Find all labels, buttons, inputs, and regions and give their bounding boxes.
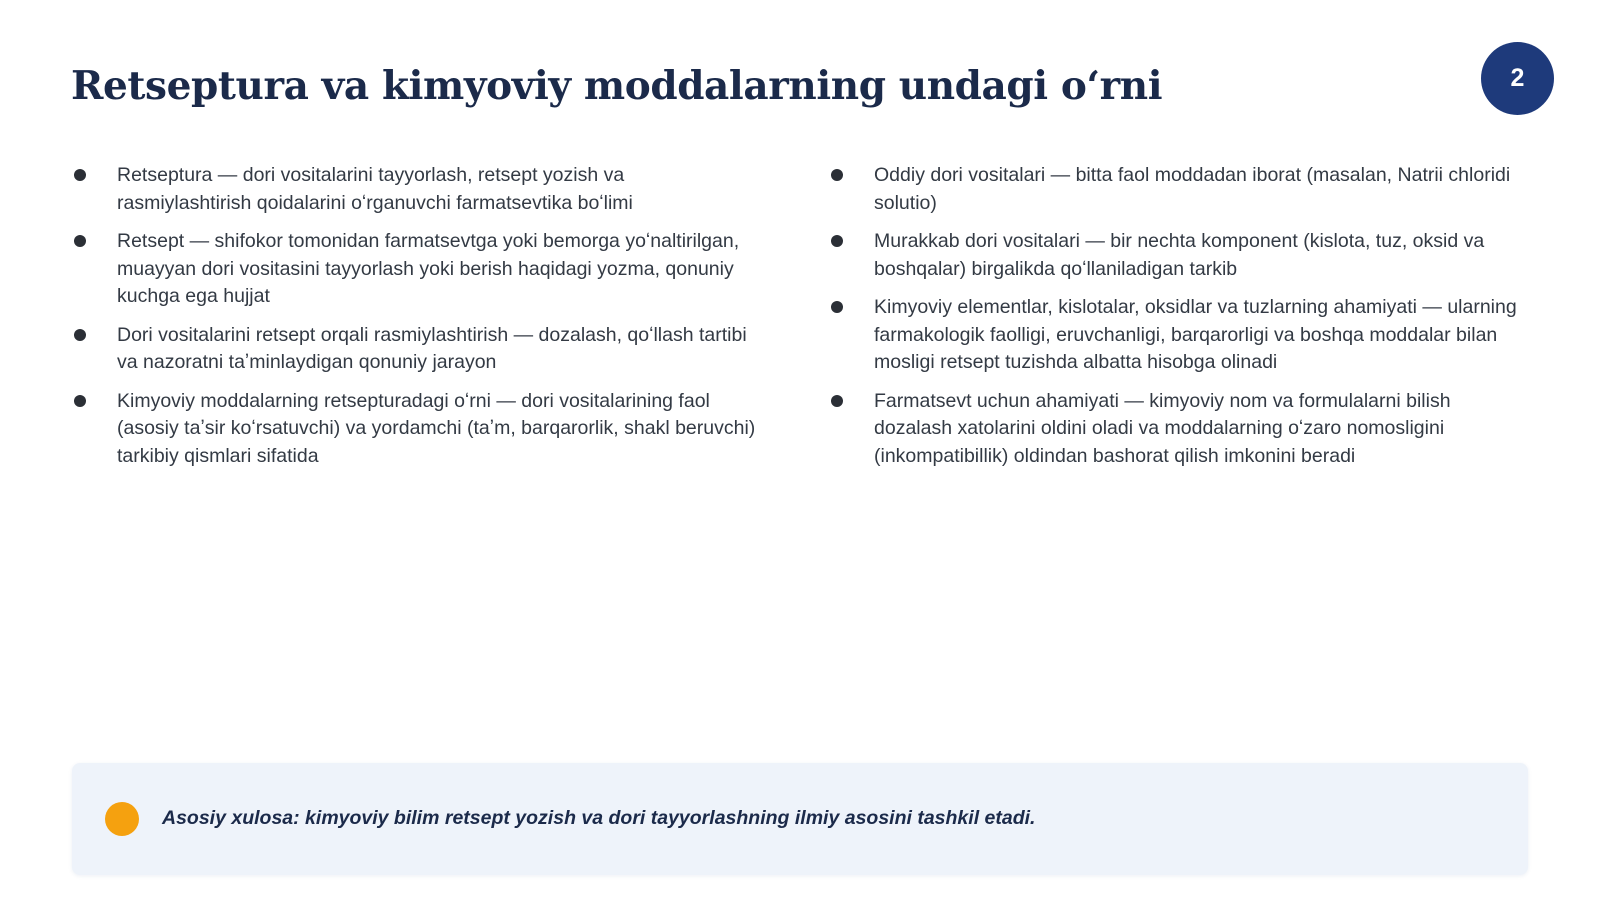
bullet-text: Oddiy dori vositalari — bitta faol moddadan iborat (masalan, Natrii chloridi solutio) <box>874 164 1511 214</box>
list-item <box>71 388 761 471</box>
bullet-icon <box>74 235 86 247</box>
bullet-text: Murakkab dori vositalari — bir nechta komponent (kislota, tuz, oksid va boshqalar) birgalikda qoʻllaniladigan tarkib <box>874 230 1485 280</box>
bullet-text: Retsept — shifokor tomonidan farmatsevtga yoki bemorga yoʻnaltirilgan, muayyan dori vositasini tayyorlash yoki berish haqidagi yozma, qonuniy kuchga ega hujjat <box>117 230 740 307</box>
bullet-text: Kimyoviy moddalarning retsepturadagi oʻrni — dori vositalarining faol (asosiy taʼsir koʻrsatuvchi) va yordamchi (taʼm, barqarorlik, shakl beruvchi) tarkibiy qismlari sifatida <box>117 389 756 467</box>
bullet-text: Farmatsevt uchun ahamiyati — kimyoviy nom va formulalarni bilish dozalash xatolarini oldini oladi va moddalarning oʻzaro nomosligini (inkompatibillik) oldindan bashorat qilish imkonini beradi <box>874 389 1451 467</box>
page-number: 2 <box>1510 64 1525 92</box>
summary-dot-icon <box>105 802 139 836</box>
bullet-icon <box>831 301 843 313</box>
bullet-text: Retseptura — dori vositalarini tayyorlash, retsept yozish va rasmiylashtirish qoidalarini oʻrganuvchi farmatsevtika boʻlimi <box>117 164 633 214</box>
summary-callout <box>72 763 1528 875</box>
list-item <box>828 388 1528 471</box>
list-item <box>71 228 761 311</box>
list-item <box>828 294 1528 377</box>
bullet-icon <box>74 169 86 181</box>
bullet-text: Kimyoviy elementlar, kislotalar, oksidlar va tuzlarning ahamiyati — ularning farmakologik faolligi, eruvchanligi, barqarorligi va boshqa moddalar bilan mosligi retsept tuzishda albatta hisobga olinadi <box>874 296 1517 373</box>
bullet-icon <box>831 395 843 407</box>
list-item <box>71 322 761 377</box>
list-item <box>71 162 761 217</box>
bullet-icon <box>74 395 86 407</box>
list-item <box>828 162 1528 217</box>
slide-title: Retseptura va kimyoviy moddalarning undagi oʻrni <box>71 63 1163 109</box>
right-bullet-list <box>828 162 1528 481</box>
list-item <box>828 228 1528 283</box>
bullet-icon <box>74 329 86 341</box>
bullet-icon <box>831 235 843 247</box>
bullet-text: Dori vositalarini retsept orqali rasmiylashtirish — dozalash, qoʻllash tartibi va nazoratni taʼminlaydigan qonuniy jarayon <box>117 323 747 373</box>
summary-text: Asosiy xulosa: kimyoviy bilim retsept yozish va dori tayyorlashning ilmiy asosini tashkil etadi. <box>162 807 1036 829</box>
bullet-icon <box>831 169 843 181</box>
left-bullet-list <box>71 162 761 481</box>
page-number-badge <box>1481 42 1554 115</box>
